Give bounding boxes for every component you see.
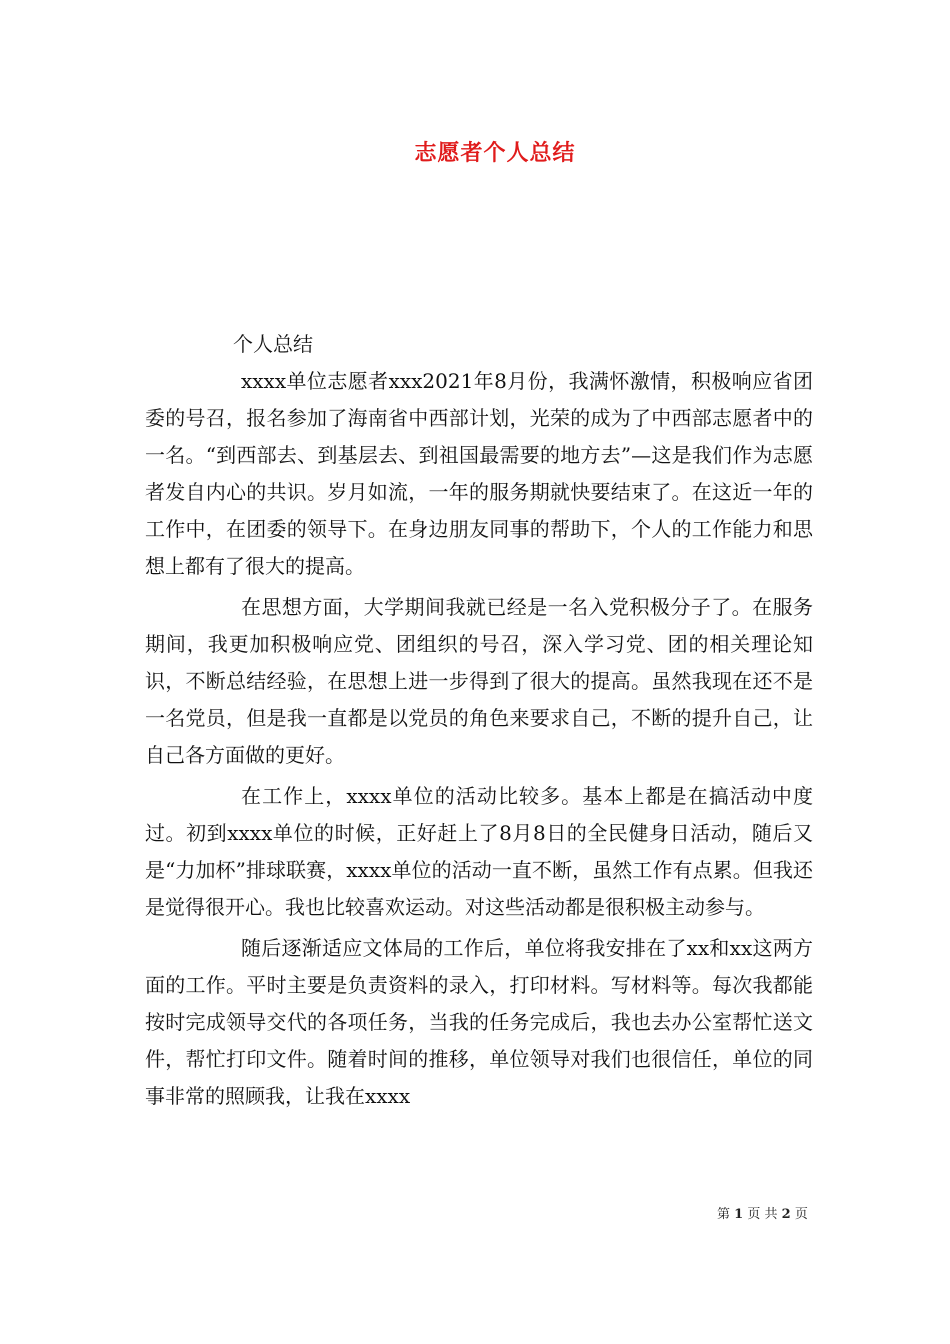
total-pages-number: 2: [781, 1207, 791, 1222]
document-title: 志愿者个人总结: [414, 140, 576, 166]
paragraph-thought: 在思想方面，大学期间我就已经是一名入党积极分子了。在服务期间，我更加积极响应党、团组织的号召，深入学习党、团的相关理论知识，不断总结经验，在思想上进一步得到了很大的提高。虽然我现在还不是一名党员，但是我一直都是以党员的角色来要求自己，不断的提升自己，让自己各方面做的更好。: [145, 595, 813, 767]
footer-middle: 页 共: [747, 1207, 778, 1222]
footer-prefix: 第: [717, 1207, 731, 1222]
section-heading: 个人总结: [233, 332, 313, 356]
document-body: [145, 326, 813, 1115]
paragraph-intro: xxxx单位志愿者xxx2021年8月份，我满怀激情，积极响应省团委的号召，报名参加了海南省中西部计划，光荣的成为了中西部志愿者中的一名。“到西部去、到基层去、到祖国最需要的地方去”—这是我们作为志愿者发自内心的共识。岁月如流，一年的服务期就快要结束了。在这近一年的工作中，在团委的领导下。在身边朋友同事的帮助下，个人的工作能力和思想上都有了很大的提高。: [145, 369, 813, 578]
paragraph-work: 在工作上，xxxx单位的活动比较多。基本上都是在搞活动中度过。初到xxxx单位的时候，正好赶上了8月8日的全民健身日活动，随后又是“力加杯”排球联赛，xxxx单位的活动一直不断，虽然工作有点累。但我还是觉得很开心。我也比较喜欢运动。对这些活动都是很积极主动参与。: [145, 784, 813, 919]
page-footer: [717, 1203, 808, 1222]
paragraph-duties: 随后逐渐适应文体局的工作后，单位将我安排在了xx和xx这两方面的工作。平时主要是负责资料的录入，打印材料。写材料等。每次我都能按时完成领导交代的各项任务，当我的任务完成后，我也去办公室帮忙送文件，帮忙打印文件。随着时间的推移，单位领导对我们也很信任，单位的同事非常的照顾我，让我在xxxx: [145, 936, 813, 1108]
current-page-number: 1: [734, 1207, 744, 1222]
footer-suffix: 页: [794, 1207, 808, 1222]
